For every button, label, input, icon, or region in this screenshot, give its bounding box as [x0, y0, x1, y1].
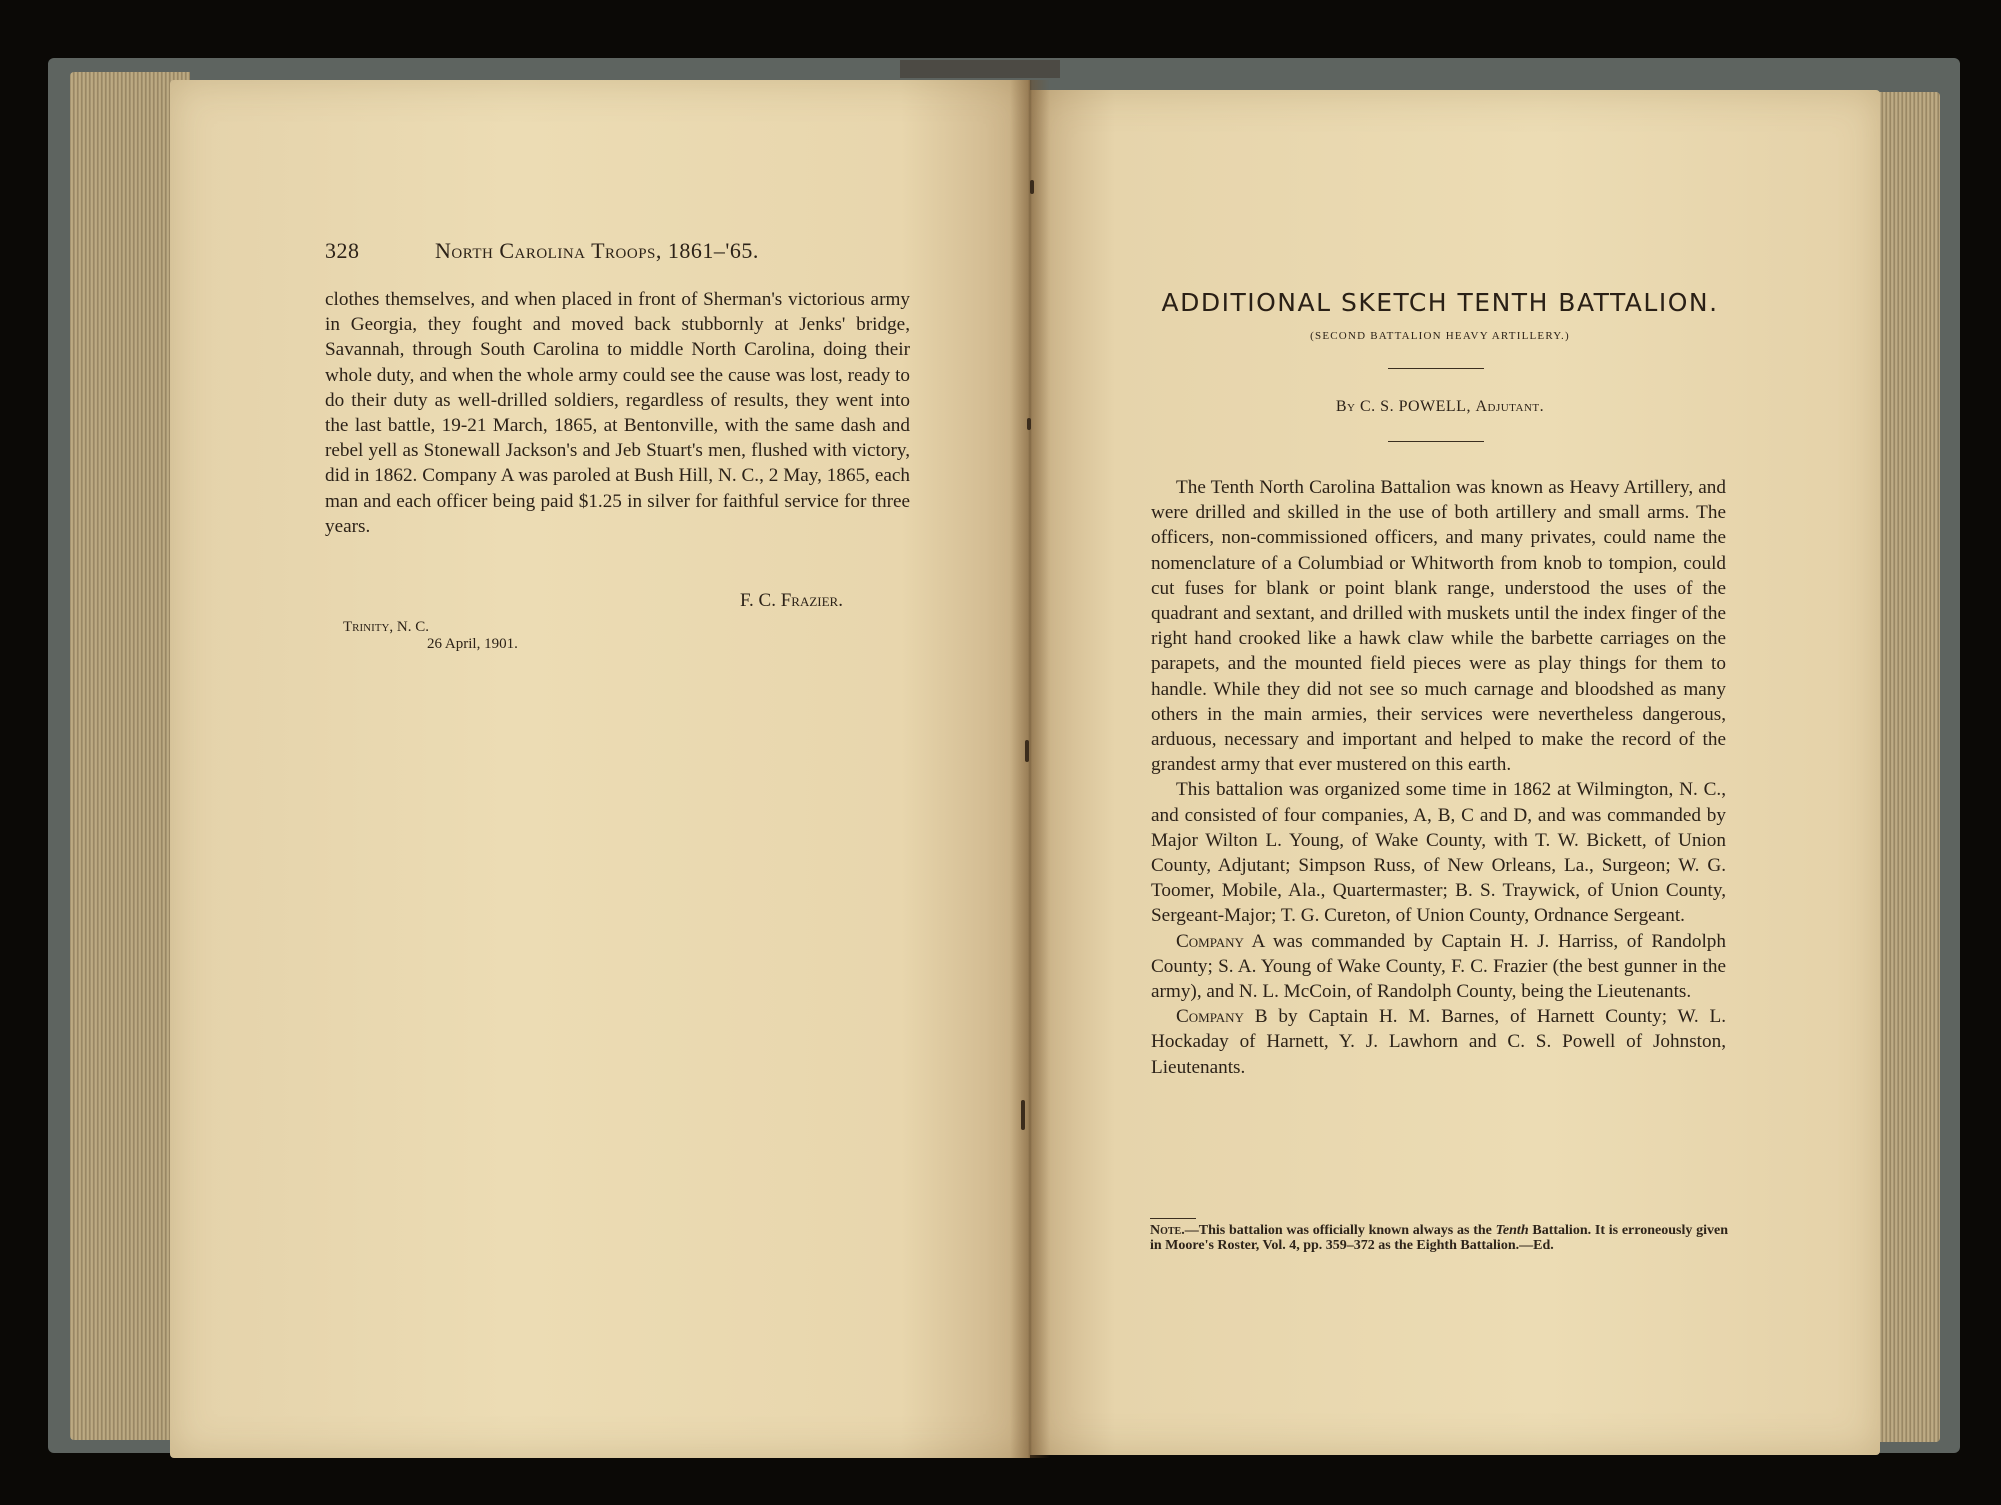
dateline-place: Trinity, N. C.	[343, 619, 430, 635]
byline-role: Adjutant.	[1475, 398, 1545, 415]
binding-stitch	[1030, 180, 1034, 194]
company-b-text: B by Captain H. M. Barnes, of Harnett County; W. L. Hockaday of Harnett, Y. J. Lawhorn and C. S. Powell of Johnston, Lieutenants.	[1151, 1006, 1727, 1078]
footnote	[1150, 1224, 1728, 1253]
company-b-lead: Company	[1176, 1006, 1244, 1028]
title-rule	[1388, 368, 1484, 369]
footnote-post: Battalion. It is erroneously given in Moore's Roster, Vol. 4, pp. 359–372 as the Eighth Battalion.—Ed.	[1150, 1223, 1729, 1253]
company-a-text: A was commanded by Captain H. J. Harriss, of Randolph County; S. A. Young of Wake County, F. C. Frazier (the best gunner in the army), and N. L. McCoin, of Randolph County, being the Lieutenants.	[1151, 930, 1726, 1003]
left-body-paragraph: clothes themselves, and when placed in front of Sherman's victorious army in Georgia, they fought and moved back stubbornly at Jenks' bridge, Savannah, through South Carolina to middle North Carolina, doing their whole duty, and when the whole army could see the cause was lost, ready to do their duty as well-drilled soldiers, regardless of results, they went into the last battle, 19-21 March, 1865, at Bentonville, with the same dash and rebel yell as Stonewall Jackson's and Jeb Stuart's men, flushed with victory, did in 1862. Company A was paroled at Bush Hill, N. C., 2 May, 1865, each man and each officer being paid $1.25 in silver for faithful service for three years.	[325, 289, 910, 537]
footnote-label: Note.	[1150, 1223, 1185, 1238]
sketch-title: ADDITIONAL SKETCH TENTH BATTALION.	[1161, 288, 1719, 317]
spine-top-strip	[900, 60, 1060, 78]
footnote-rule	[1150, 1218, 1196, 1219]
page-number: 328	[325, 238, 360, 263]
byline-rule	[1388, 441, 1484, 442]
paragraph-company-b	[1151, 1004, 1726, 1080]
company-a-lead: Company	[1176, 930, 1244, 952]
byline	[1140, 398, 1740, 416]
dateline-date: 26 April, 1901.	[427, 636, 518, 652]
running-title: North Carolina Troops, 1861–'65.	[435, 238, 759, 263]
footnote-italic: Tenth	[1495, 1223, 1529, 1238]
binding-stitch	[1027, 418, 1031, 430]
byline-name: C. S. POWELL,	[1360, 398, 1471, 415]
byline-by: By	[1335, 398, 1356, 415]
dateline	[343, 619, 518, 653]
paragraph-intro: The Tenth North Carolina Battalion was known as Heavy Artillery, and were drilled and skilled in the use of both artillery and small arms. The officers, non-commissioned officers, and many privates, could name the nomenclature of a Columbiad or Whitworth from knob to tompion, could cut fuses for blank or point blank range, understood the uses of the quadrant and sextant, and drilled with muskets until the index finger of the right hand crooked like a hawk claw while the barbette carriages on the parapets, and the mounted field pieces were as play things for them to handle. While they did not see so much carnage and bloodshed as many others in the main armies, their services were nevertheless dangerous, arduous, necessary and important and helped to make the record of the grandest army that ever mustered on this earth.	[1151, 477, 1726, 776]
paragraph-company-a	[1151, 929, 1726, 1005]
paragraph-organization: This battalion was organized some time in 1862 at Wilmington, N. C., and consisted of four companies, A, B, C and D, and was commanded by Major Wilton L. Young, of Wake County, with T. W. Bickett, of Union County, Adjutant; Simpson Russ, of New Orleans, La., Surgeon; W. G. Toomer, Mobile, Ala., Quartermaster; B. S. Traywick, of Union County, Sergeant-Major; T. G. Cureton, of Union County, Ordnance Sergeant.	[1151, 779, 1726, 927]
binding-stitch	[1021, 1100, 1025, 1130]
signature: F. C. Frazier.	[740, 590, 843, 611]
running-head	[325, 238, 925, 264]
sketch-subtitle: (SECOND BATTALION HEAVY ARTILLERY.)	[1310, 330, 1570, 342]
footnote-pre: —This battalion was officially known always as the	[1184, 1223, 1492, 1238]
binding-stitch	[1025, 740, 1029, 762]
book-gutter	[1010, 80, 1050, 1458]
right-body	[1151, 475, 1726, 1080]
